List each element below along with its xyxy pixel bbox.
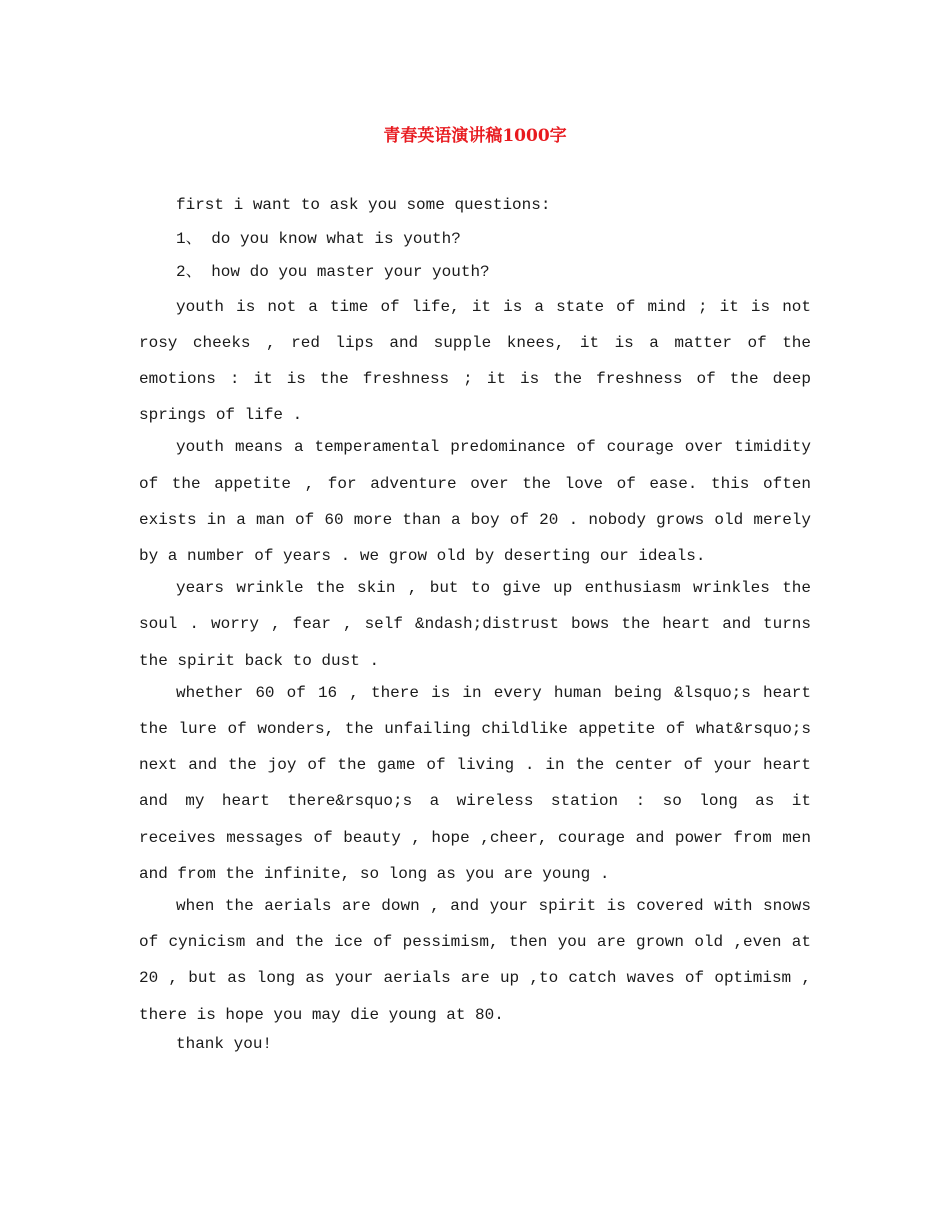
- question-1: 1、 do you know what is youth?: [176, 229, 461, 248]
- paragraph-youth-state-of-mind: youth is not a time of life, it is a state of mind ; it is not rosy cheeks , red lips and supple knees, it is a matter of the emotions : it is the freshness ; it is the freshness of the deep springs of life .: [139, 297, 811, 425]
- closing-line: thank you!: [176, 1034, 273, 1053]
- document-title: 青春英语演讲稿1000字: [383, 126, 567, 146]
- document-body: [139, 192, 811, 1064]
- question-2: 2、 how do you master your youth?: [176, 263, 490, 281]
- intro-line: first i want to ask you some questions:: [176, 196, 551, 214]
- paragraph-years-wrinkle: years wrinkle the skin , but to give up enthusiasm wrinkles the soul . worry , fear , self &ndash;distrust bows the heart and turns the spirit back to dust .: [139, 579, 811, 670]
- paragraph-aerials: when the aerials are down , and your spirit is covered with snows of cynicism and the ice of pessimism, then you are grown old ,even at 20 , but as long as your aerials are up ,to catch waves of optimism , there is hope you may die young at 80.: [139, 896, 811, 1024]
- paragraph-whether-60-or-16: whether 60 of 16 , there is in every human being &lsquo;s heart the lure of wonders, the unfailing childlike appetite of what&rsquo;s next and the joy of the game of living . in the center of your heart and my heart there&rsquo;s a wireless station : so long as it receives messages of beauty , hope ,cheer, courage and power from men and from the infinite, so long as you are young .: [139, 683, 811, 883]
- paragraph-youth-courage: youth means a temperamental predominance of courage over timidity of the appetite , for adventure over the love of ease. this often exists in a man of 60 more than a boy of 20 . nobody grows old merely by a number of years . we grow old by deserting our ideals.: [139, 438, 811, 565]
